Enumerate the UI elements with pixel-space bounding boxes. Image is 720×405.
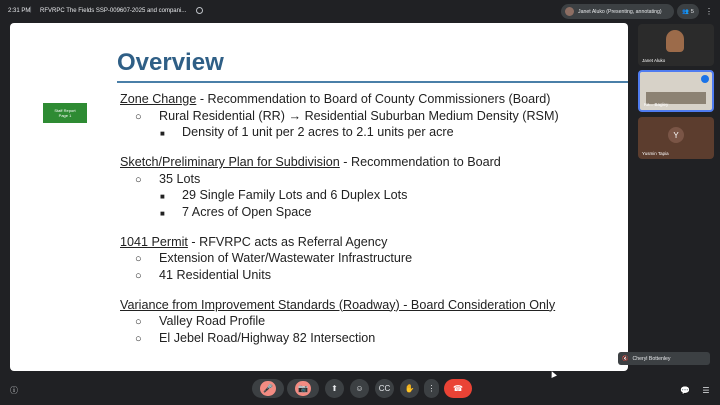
bullet-item — [120, 250, 620, 267]
participant-name: Yusmin Tapia — [642, 151, 669, 156]
section-heading-rest: - RFVRPC acts as Referral Agency — [187, 234, 388, 249]
bullet-item — [120, 204, 620, 221]
presenter-avatar — [565, 7, 574, 16]
participant-name: Janet Aluko — [642, 58, 666, 63]
bullet-text: 7 Acres of Open Space — [182, 204, 312, 219]
bullet-text: Density of 1 unit per 2 acres to 2.1 units per acre — [182, 125, 454, 139]
title-rule — [117, 81, 628, 83]
info-icon[interactable] — [196, 7, 203, 14]
more-icon: ⋮ — [427, 384, 436, 393]
bullet-text: Valley Road Profile — [159, 314, 266, 328]
bullet-text: 41 Residential Units — [159, 267, 272, 282]
section-heading-rest: - Recommendation to Board — [339, 155, 501, 169]
self-view-chip[interactable] — [618, 352, 710, 365]
activities-icon[interactable]: ☰ — [702, 385, 710, 395]
participant-tile[interactable] — [638, 70, 714, 112]
bullet-text: 35 Lots — [159, 171, 201, 186]
bullet-text: Rural Residential (RR) → Residential Suburban Medium Density (RSM) — [159, 108, 559, 123]
overview-section — [120, 297, 620, 347]
bullet-item — [120, 267, 620, 284]
bullet-item — [120, 187, 620, 204]
staff-badge-line-2: Page 1 — [58, 113, 72, 118]
meeting-title: RFVRPC The Fields SSP-009607-2025 and compani... — [40, 8, 187, 14]
section-heading-underlined: Variance from Improvement Standards (Roadway) - Board Consideration Only — [120, 297, 556, 312]
reactions-button[interactable] — [350, 379, 369, 398]
bullet-item — [120, 330, 620, 347]
overview-section — [120, 234, 620, 284]
staff-badge-line-1: Staff Report — [54, 107, 76, 113]
people-count: 5 — [690, 8, 694, 15]
section-heading-underlined: Sketch/Preliminary Plan for Subdivision — [120, 155, 340, 169]
end-call-button[interactable] — [444, 379, 472, 398]
overview-section — [120, 154, 620, 220]
captions-button[interactable] — [375, 379, 394, 398]
self-view-name: Cheryl Bottenley — [632, 355, 671, 362]
emoji-icon: ☺ — [355, 384, 364, 393]
people-count-chip[interactable] — [677, 4, 699, 19]
bullet-item — [120, 171, 620, 188]
square-bullet-icon: ■ — [160, 208, 165, 218]
presented-slide — [10, 23, 628, 371]
bullet-text: 29 Single Family Lots and 6 Duplex Lots — [182, 188, 408, 202]
presenter-chip[interactable] — [561, 4, 674, 19]
hollow-bullet-icon: ○ — [135, 332, 142, 345]
hollow-bullet-icon: ○ — [135, 253, 142, 265]
section-heading-underlined: 1041 Permit — [120, 234, 188, 249]
speaking-indicator-icon — [701, 75, 709, 83]
top-more-icon[interactable]: ⋮ — [705, 7, 713, 16]
slide-title: Overview — [117, 49, 224, 76]
meeting-toolbar — [0, 375, 720, 405]
mic-toggle-button[interactable] — [252, 379, 284, 398]
bullet-text: Extension of Water/Wastewater Infrastructure — [159, 251, 413, 265]
bullet-item — [120, 108, 620, 125]
hollow-bullet-icon: ○ — [135, 316, 142, 328]
bullet-item — [120, 313, 620, 330]
people-icon: 👥 — [682, 8, 689, 15]
section-heading — [120, 297, 620, 314]
bullet-item — [120, 124, 620, 141]
camera-off-icon: 📷 — [295, 381, 311, 396]
captions-icon: CC — [378, 384, 391, 393]
clock: 2:31 PM — [8, 8, 31, 14]
present-button[interactable] — [325, 379, 344, 398]
hang-up-icon: ☎ — [453, 384, 463, 393]
more-options-button[interactable] — [424, 379, 439, 398]
participant-name: Ka... Bagley — [644, 102, 669, 107]
hollow-bullet-icon: ○ — [135, 173, 142, 186]
participant-tile[interactable] — [638, 24, 714, 66]
square-bullet-icon: ■ — [160, 192, 165, 201]
square-bullet-icon: ■ — [160, 129, 165, 138]
meeting-details-icon[interactable]: ⓘ — [10, 385, 18, 395]
participant-video — [666, 30, 684, 52]
presenter-label: Janet Aluko (Presenting, annotating) — [578, 8, 662, 15]
camera-toggle-button[interactable] — [287, 379, 319, 398]
staff-report-badge[interactable] — [43, 103, 87, 123]
section-heading — [120, 154, 620, 171]
chat-icon[interactable]: 💬 — [680, 385, 690, 395]
participant-tile[interactable] — [638, 117, 714, 159]
section-heading — [120, 234, 620, 251]
participant-avatar: Y — [668, 127, 684, 143]
title-separator: | — [30, 7, 32, 13]
hollow-bullet-icon: ○ — [135, 110, 142, 123]
bullet-text: El Jebel Road/Highway 82 Intersection — [159, 330, 376, 345]
section-heading-rest: - Recommendation to Board of County Commissioners (Board) — [196, 92, 551, 106]
section-heading-underlined: Zone Change — [120, 92, 197, 106]
mic-off-icon: 🎤 — [260, 381, 276, 396]
present-icon: ⬆ — [331, 384, 338, 393]
raise-hand-button[interactable] — [400, 379, 419, 398]
section-heading — [120, 91, 620, 108]
mic-off-icon: 🔇 — [622, 355, 629, 362]
slide-content — [120, 91, 620, 360]
hand-icon: ✋ — [404, 384, 415, 393]
hollow-bullet-icon: ○ — [135, 269, 142, 282]
overview-section — [120, 91, 620, 141]
